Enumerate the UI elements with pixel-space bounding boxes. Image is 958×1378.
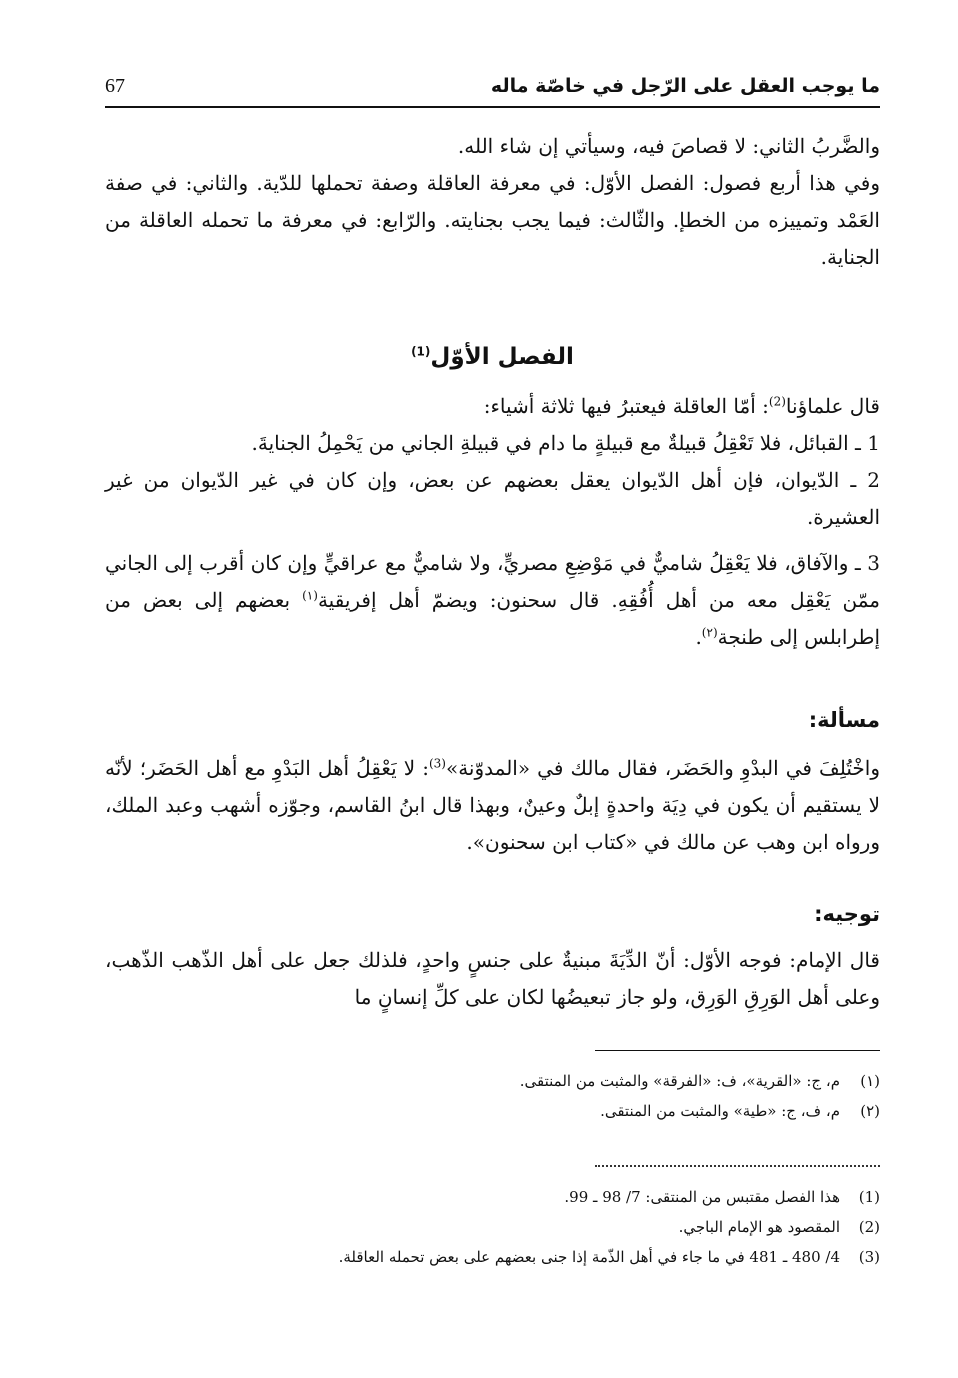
section1-item-3-part3: . [695, 625, 702, 649]
section1-block [105, 388, 880, 656]
footnote-text: هذا الفصل مقتبس من المنتقى: 7/ 98 ـ 99. [564, 1188, 840, 1206]
footnote [105, 1242, 880, 1272]
section1-item-3-ref2: (٢) [701, 625, 718, 640]
tawjih-block [105, 942, 880, 1016]
section1-intro [105, 388, 880, 425]
section-heading-text: الفصل الأوّل [430, 344, 574, 370]
section1-intro-text: قال علماؤنا [785, 394, 880, 418]
section1-item-3-part2: بعضهم إلى بعض من إطرابلس إلى طنجة [105, 588, 880, 649]
manuscript-note-number: (٢) [860, 1102, 880, 1120]
manuscript-note [105, 1066, 880, 1096]
footnote-text: المقصود هو الإمام الباجي. [678, 1218, 840, 1236]
header-rule [105, 106, 880, 108]
footnote-number: (2) [858, 1218, 880, 1236]
section1-item-3 [105, 545, 880, 656]
section-heading-ref: (1) [411, 344, 431, 359]
running-header [105, 72, 880, 104]
section1-intro-rest: : أمّا العاقلة فيعتبرُ فيها ثلاثة أشياء: [483, 394, 769, 418]
manuscript-notes [105, 1066, 880, 1126]
footnote-text: 4/ 480 ـ 481 في ما جاء في أهل الذّمة إذا جنى بعضهم على بعض تحمله العاقلة. [338, 1248, 840, 1266]
footnote-number: (1) [858, 1188, 880, 1206]
footnote-rule [595, 1050, 880, 1051]
masala-heading: مسألة: [808, 708, 880, 732]
manuscript-note-text: م، ج: «القرية»، ف: «الفرقة» والمثبت من المنتقى. [519, 1072, 840, 1090]
footnote-number: (3) [858, 1248, 880, 1266]
intro-block [105, 128, 880, 276]
tawjih-heading: توجيه: [814, 902, 880, 926]
section1-item-3-ref1: (١) [302, 588, 318, 603]
masala-part2: : لا يَعْقِلُ أهل البَدْوِ مع أهل الحَضَر؛ لأنّه لا يستقيم أن يكون في دِيَة واحدةٍ إبلٌ وعينٌ، وبهذا قال ابنُ القاسم، وجوّزه أشهب وعبد الملك، ورواه ابن وهب عن مالك في «كتاب ابن سحنون». [105, 756, 880, 854]
manuscript-note-number: (١) [860, 1072, 880, 1090]
section-heading [105, 340, 880, 374]
footnote [105, 1182, 880, 1212]
section1-item-2: 2 ـ الدّيوان، فإن أهل الدّيوان يعقل بعضهم عن بعض، وإن كان في غير الدّيوان من غير العشيرة. [105, 468, 880, 529]
masala-ref: (3) [428, 756, 446, 771]
page-number: 67 [105, 75, 125, 97]
section1-item-1: 1 ـ القبائل، فلا تَعْقِلُ قبيلةٌ مع قبيلةٍ ما دام في قبيلةِ الجاني من يَحْمِلُ الجنايةَ. [251, 431, 880, 455]
intro-paragraph-1: والضَّربُ الثاني: لا قصاصَ فيه، وسيأتي إن شاء الله. [457, 134, 880, 158]
manuscript-note [105, 1096, 880, 1126]
manuscript-note-text: م، ف، ج: «طية» والمثبت من المنتقى. [600, 1102, 840, 1120]
running-title: ما يوجب العقل على الرّجل في خاصّة ماله [490, 75, 880, 97]
masala-paragraph [105, 750, 880, 861]
intro-paragraph-2: وفي هذا أربع فصول: الفصل الأوّل: في معرفة العاقلة وصفة تحملها للدّية. والثاني: في صفة العَمْد وتمييزه من الخطإ. والثّالث: فيما يجب بجنايته. والرّابع: في معرفة ما تحمله العاقلة من الجناية. [105, 171, 880, 269]
footnote [105, 1212, 880, 1242]
dotted-separator [595, 1165, 880, 1167]
masala-block [105, 750, 880, 861]
masala-part1: واخْتُلِفَ في البدْوِ والحَضَر، فقال مالك في «المدوّنة» [445, 756, 880, 780]
section1-item-3-part1: 3 ـ والآفاق، فلا يَعْقِلُ شاميٌّ في مَوْضِعِ مصريٍّ، ولا شاميٌّ مع عراقيٍّ وإن كان أقرب إلى الجاني ممّن يَعْقِل معه من أهل أُفُقِهِ. قال سحنون: ويضمّ أهل إفريقية [105, 551, 880, 612]
footnotes [105, 1182, 880, 1272]
section1-intro-ref: (2) [768, 394, 786, 409]
tawjih-paragraph: قال الإمام: فوجه الأوّل: أنّ الدِّيَةَ مبنيةٌ على جنسٍ واحدٍ، فلذلك جعل على أهل الذّهب الذّهب، وعلى أهل الوَرِقِ الوَرِق، ولو جاز تبعيضُها لكان على كلِّ إنسانٍ ما [105, 948, 880, 1009]
